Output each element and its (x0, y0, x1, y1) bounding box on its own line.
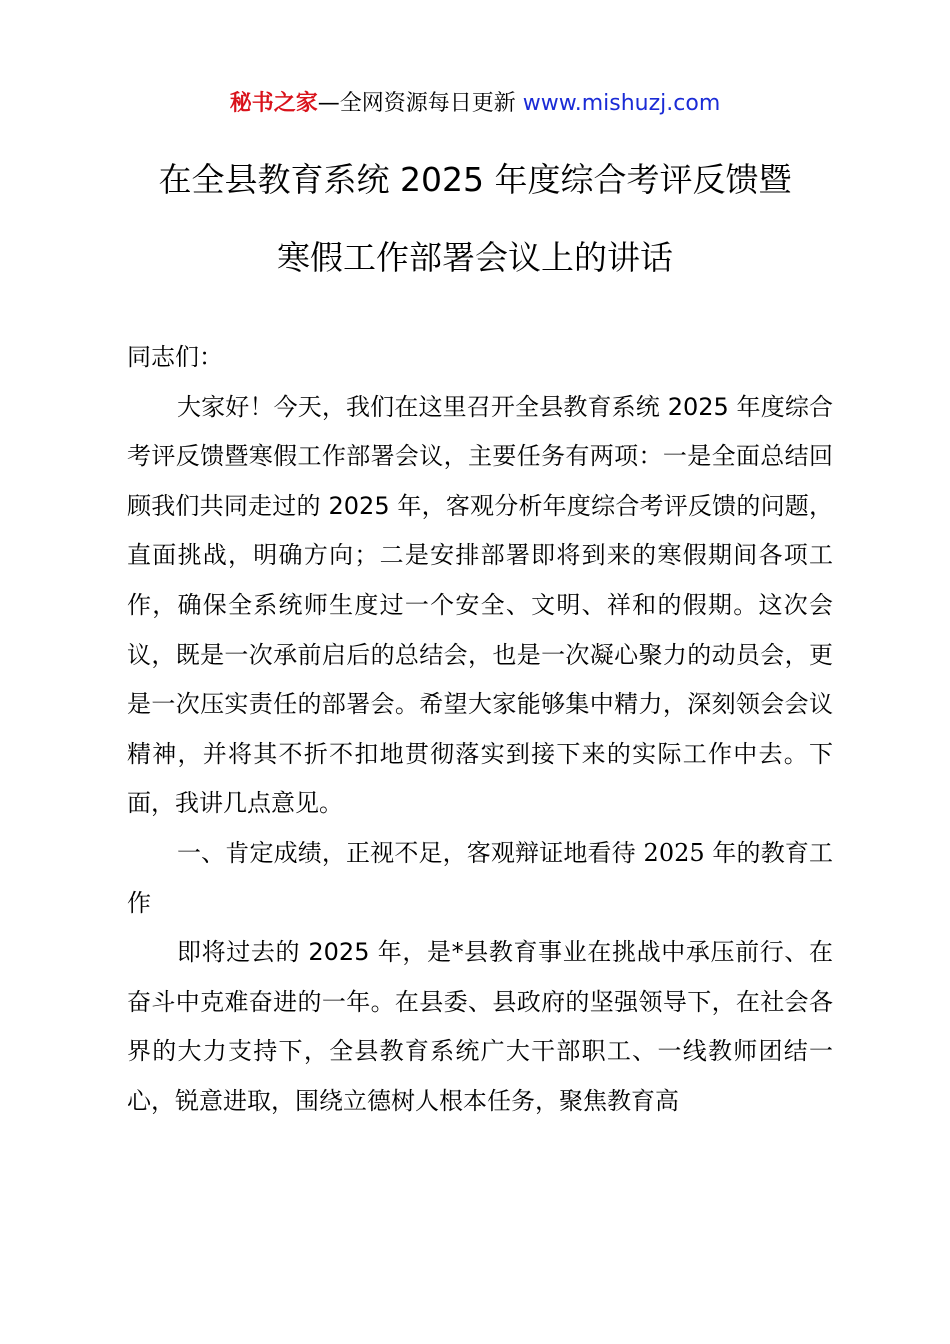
header-tagline: —全网资源每日更新 (317, 91, 523, 116)
document-body (127, 333, 833, 1127)
brand-name: 秘书之家 (229, 91, 318, 116)
section-1-paragraph: 即将过去的 2025 年，是*县教育事业在挑战中承压前行、在奋斗中克难奋进的一年。在县委、县政府的坚强领导下，在社会各界的大力支持下，全县教育系统广大干部职工、一线教师团结一心，锐意进取，围绕立德树人根本任务，聚焦教育高 (127, 938, 833, 1115)
title-line-1: 在全县教育系统 2025 年度综合考评反馈暨 (158, 160, 792, 199)
opening-paragraph: 大家好！今天，我们在这里召开全县教育系统 2025 年度综合考评反馈暨寒假工作部署会议，主要任务有两项：一是全面总结回顾我们共同走过的 2025 年，客观分析年度综合考评反馈的问题，直面挑战，明确方向；二是安排部署即将到来的寒假期间各项工作，确保全系统师生度过一个安全、文明、祥和的假期。这次会议，既是一次承前启后的总结会，也是一次凝心聚力的动员会，更是一次压实责任的部署会。希望大家能够集中精力，深刻领会会议精神，并将其不折不扣地贯彻落实到接下来的实际工作中去。下面，我讲几点意见。 (127, 392, 833, 818)
section-heading-1: 一、肯定成绩，正视不足，客观辩证地看待 2025 年的教育工作 (127, 838, 833, 917)
salutation: 同志们： (127, 343, 223, 371)
document-title (60, 158, 890, 280)
site-header (0, 88, 950, 120)
title-line-2: 寒假工作部署会议上的讲话 (277, 238, 673, 277)
site-url-link[interactable]: www.mishuzj.com (522, 91, 721, 116)
